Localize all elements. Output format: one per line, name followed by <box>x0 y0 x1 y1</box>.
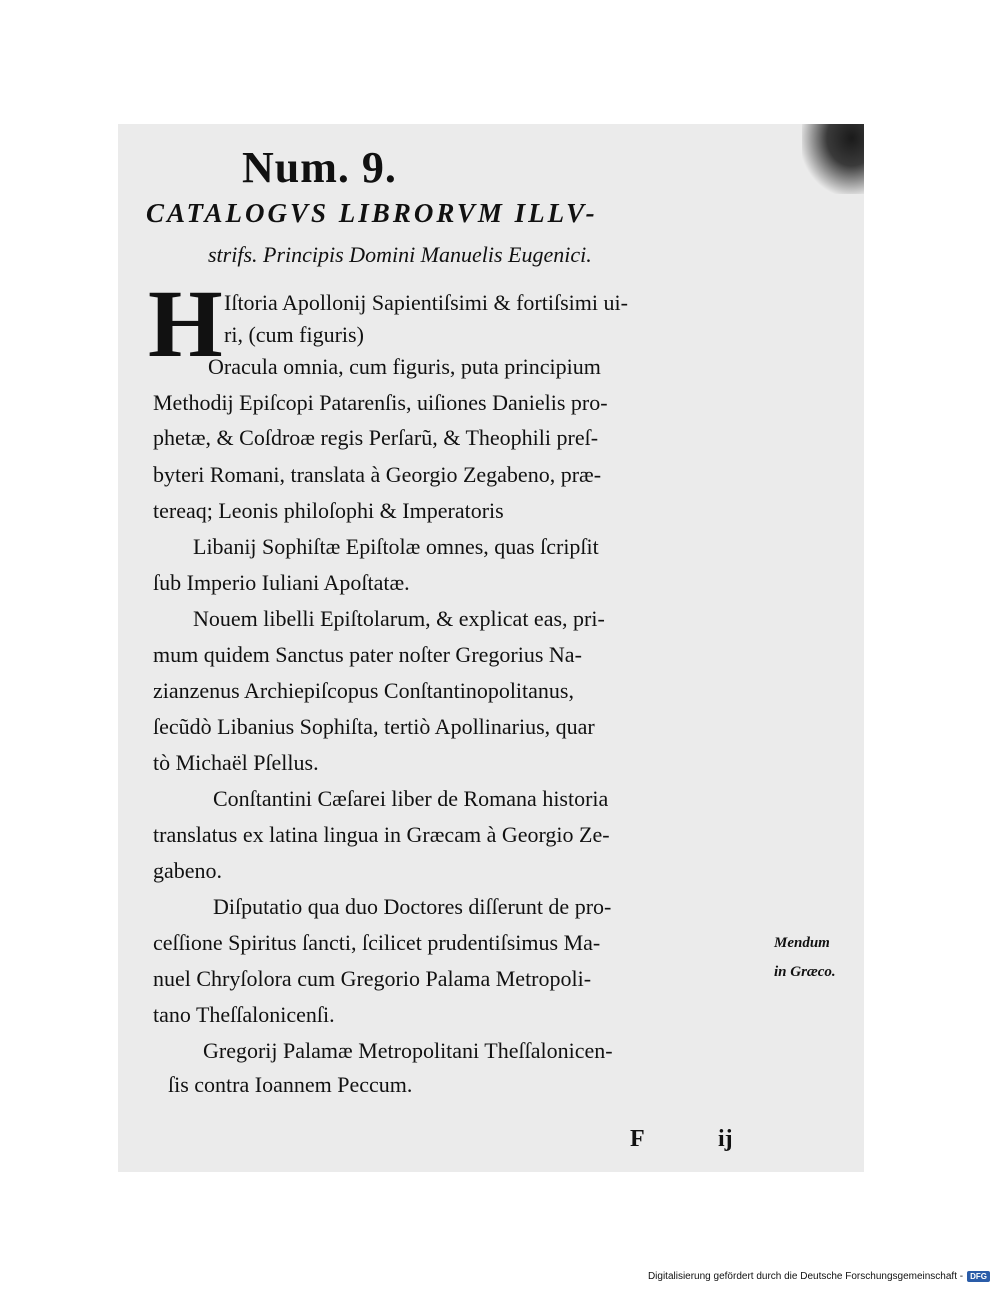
footer-bar <box>648 1271 990 1282</box>
text-line: ri, (cum figuris) <box>224 322 364 347</box>
catalog-subtitle: strifs. Principis Domini Manuelis Eugenici. <box>208 242 592 267</box>
text-line: Diſputatio qua duo Doctores diſſerunt de pro- <box>213 894 612 919</box>
margin-note: Mendum <box>774 935 830 951</box>
margin-note: in Græco. <box>774 964 836 980</box>
text-line: mum quidem Sanctus pater noſter Gregorius Na- <box>153 642 582 667</box>
text-line: ceſſione Spiritus ſancti, ſcilicet prudentiſsimus Ma- <box>153 930 601 955</box>
drop-cap: H <box>148 270 223 377</box>
text-line: nuel Chryſolora cum Gregorio Palama Metropoli- <box>153 966 592 991</box>
text-line: translatus ex latina lingua in Græcam à Georgio Ze- <box>153 822 610 847</box>
text-line: ſecũdò Libanius Sophiſta, tertiò Apollinarius, quar <box>153 714 595 739</box>
page-header: Num. 9. <box>242 143 397 192</box>
text-line: tano Theſſalonicenſi. <box>153 1002 335 1027</box>
text-line: phetæ, & Coſdroæ regis Perſarũ, & Theophili preſ- <box>153 425 599 450</box>
catalog-title: CATALOGVS LIBRORVM ILLV- <box>146 198 598 228</box>
text-line: byteri Romani, translata à Georgio Zegabeno, præ- <box>153 462 602 487</box>
dfg-logo-icon: DFG <box>967 1271 990 1282</box>
text-line: ſis contra Ioannem Peccum. <box>168 1072 413 1097</box>
text-line: tereaq; Leonis philoſophi & Imperatoris <box>153 498 504 523</box>
text-line: ſub Imperio Iuliani Apoſtatæ. <box>153 570 410 595</box>
text-line: Libanij Sophiſtæ Epiſtolæ omnes, quas ſcripſit <box>193 534 599 559</box>
text-line: Gregorij Palamæ Metropolitani Theſſalonicen- <box>203 1038 613 1063</box>
text-line: gabeno. <box>153 858 223 883</box>
text-line: Oracula omnia, cum figuris, puta principium <box>208 354 601 379</box>
footer-credit: Digitalisierung gefördert durch die Deutsche Forschungsgemeinschaft - <box>647 1271 964 1282</box>
text-line: Methodij Epiſcopi Patarenſis, uiſiones Danielis pro- <box>153 390 608 415</box>
signature-page: ij <box>718 1126 733 1152</box>
text-line: Iſtoria Apollonij Sapientiſsimi & fortiſsimi ui- <box>224 290 628 315</box>
text-line: Nouem libelli Epiſtolarum, & explicat eas, pri- <box>193 606 605 631</box>
text-line: Conſtantini Cæſarei liber de Romana historia <box>213 786 609 811</box>
text-line: tò Michaël Pſellus. <box>153 750 319 775</box>
text-line: zianzenus Archiepiſcopus Conſtantinopolitanus, <box>153 678 574 703</box>
signature-mark: F <box>630 1126 645 1152</box>
